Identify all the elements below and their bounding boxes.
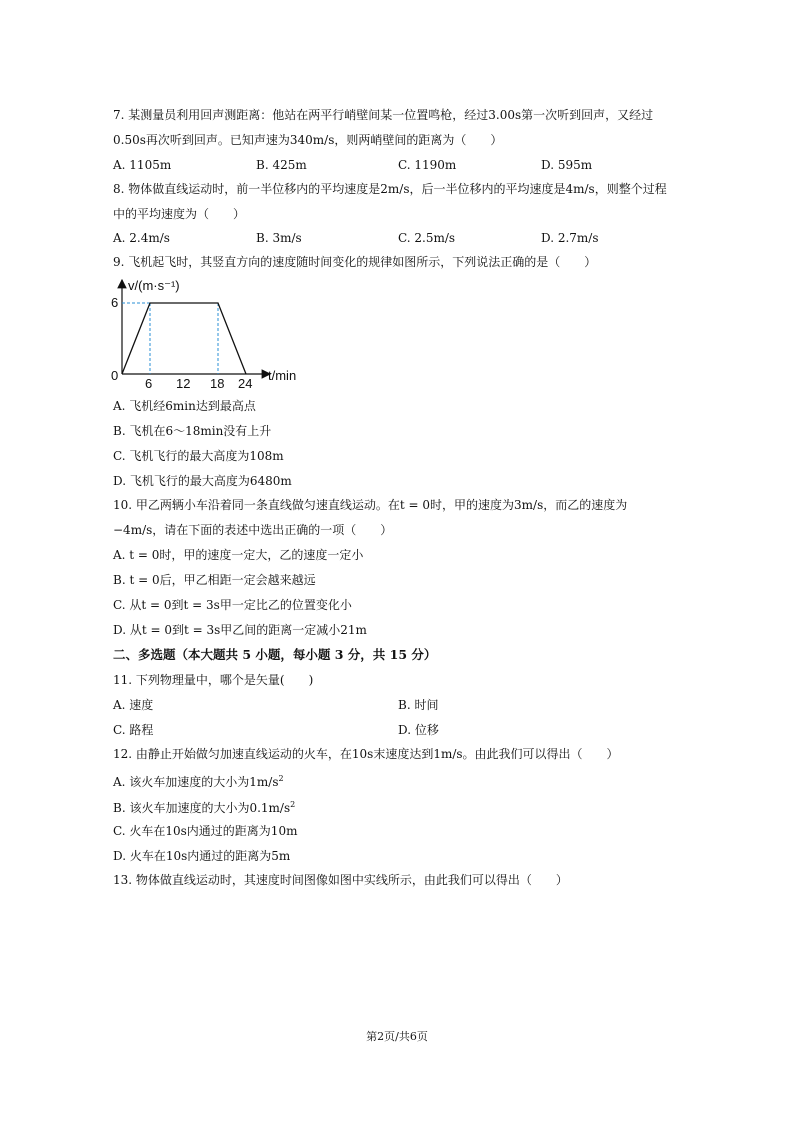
velocity-line [122,303,246,374]
squared-superscript: 2 [278,774,284,783]
q10-option-d: D. 从t = 0到t = 3s甲乙间的距离一定减小21m [113,623,367,637]
q9-option-c: C. 飞机飞行的最大高度为108m [113,449,284,463]
q8-option-a: A. 2.4m/s [113,231,170,245]
q11-stem: 11. 下列物理量中，哪个是矢量( ) [113,673,314,687]
q7-stem-line1: 7. 某测量员利用回声测距离：他站在两平行峭壁间某一位置鸣枪，经过3.00s第一次听到回声，又经过 [113,108,654,122]
q12-stem: 12. 由静止开始做匀加速直线运动的火车，在10s末速度达到1m/s。由此我们可以得出（ ） [113,747,619,761]
squared-superscript: 2 [290,800,296,809]
q12-option-a-text: A. 该火车加速度的大小为1m/s [113,775,279,789]
q13-stem: 13. 物体做直线运动时，其速度时间图像如图中实线所示，由此我们可以得出（ ） [113,873,568,887]
q7-option-a: A. 1105m [113,158,172,172]
q12-option-b [113,797,295,816]
q9-option-b: B. 飞机在6～18min没有上升 [113,424,272,438]
x-tick-12: 12 [176,376,191,388]
q10-option-b: B. t = 0后，甲乙相距一定会越来越远 [113,573,316,587]
q9-option-a: A. 飞机经6min达到最高点 [113,399,256,413]
velocity-time-chart [108,276,308,388]
q10-option-c: C. 从t = 0到t = 3s甲一定比乙的位置变化小 [113,598,352,612]
y-tick-6: 6 [111,295,119,310]
q12-option-b-text: B. 该火车加速度的大小为0.1m/s [113,801,291,815]
x-tick-24: 24 [238,376,253,388]
q7-option-d: D. 595m [541,158,593,172]
q8-option-c: C. 2.5m/s [398,231,456,245]
q10-stem-line1: 10. 甲乙两辆小车沿着同一条直线做匀速直线运动。在t = 0时，甲的速度为3m/s，而乙的速度为 [113,498,628,512]
q11-option-a: A. 速度 [113,698,154,712]
q11-option-c: C. 路程 [113,723,154,737]
x-tick-6: 6 [145,376,153,388]
q8-option-b: B. 3m/s [256,231,302,245]
q7-option-b: B. 425m [256,158,307,172]
q12-option-a [113,771,284,790]
x-axis-label: t/min [268,368,297,383]
q12-option-c: C. 火车在10s内通过的距离为10m [113,824,298,838]
q9-option-d: D. 飞机飞行的最大高度为6480m [113,474,292,488]
q8-stem-line1: 8. 物体做直线运动时，前一半位移内的平均速度是2m/s，后一半位移内的平均速度是4m/s，则整个过程 [113,182,667,196]
y-axis-label: v/(m·s⁻¹) [128,278,180,293]
q8-option-d: D. 2.7m/s [541,231,599,245]
q10-stem-line2: −4m/s，请在下面的表述中选出正确的一项（ ） [113,523,393,537]
q10-option-a: A. t = 0时，甲的速度一定大，乙的速度一定小 [113,548,364,562]
section-heading-multiple-choice: 二、多选题（本大题共 5 小题，每小题 3 分，共 15 分） [113,647,437,662]
x-tick-18: 18 [210,376,225,388]
page-footer: 第2页/共6页 [366,1030,428,1043]
q9-stem: 9. 飞机起飞时，其竖直方向的速度随时间变化的规律如图所示，下列说法正确的是（ ） [113,255,597,269]
q11-option-d: D. 位移 [398,723,439,737]
q12-option-d: D. 火车在10s内通过的距离为5m [113,849,291,863]
q11-option-b: B. 时间 [398,698,439,712]
q7-option-c: C. 1190m [398,158,457,172]
origin-label: 0 [111,368,119,383]
q7-stem-line2: 0.50s再次听到回声。已知声速为340m/s，则两峭壁间的距离为（ ） [113,133,503,147]
q8-stem-line2: 中的平均速度为（ ） [113,207,246,221]
